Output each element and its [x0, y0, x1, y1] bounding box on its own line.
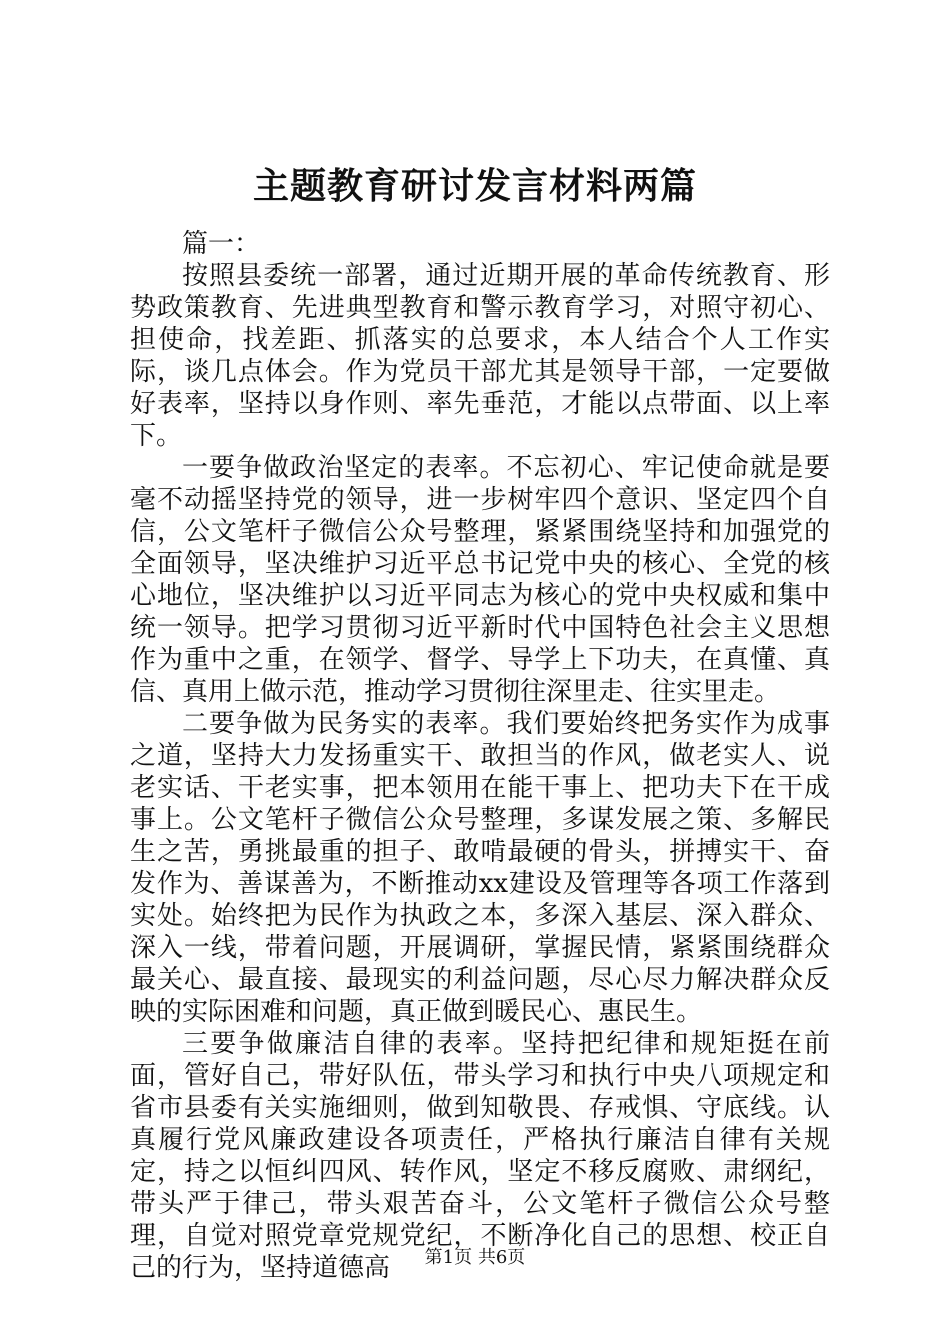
paragraph-intro: 按照县委统一部署，通过近期开展的革命传统教育、形势政策教育、先进典型教育和警示教育学习，对照守初心、担使命，找差距、抓落实的总要求，本人结合个人工作实际，谈几点体会。作为党员干部尤其是领导干部，一定要做好表率，坚持以身作则、率先垂范，才能以点带面、以上率下。 — [130, 261, 830, 451]
document-title: 主题教育研讨发言材料两篇 — [252, 165, 697, 207]
paragraph-political-firmness: 一要争做政治坚定的表率。不忘初心、牢记使命就是要毫不动摇坚持党的领导，进一步树牢四个意识、坚定四个自信，公文笔杆子微信公众号整理，紧紧围绕坚持和加强党的全面领导，坚决维护习近平总书记党中央的核心、全党的核心地位，坚决维护以习近平同志为核心的党中央权威和集中统一领导。把学习贯彻习近平新时代中国特色社会主义思想作为重中之重，在领学、督学、导学上下功夫，在真懂、真信、真用上做示范，推动学习贯彻往深里走、往实里走。 — [130, 453, 830, 707]
page-footer: 第1页 共6页 — [424, 1247, 526, 1268]
section-label: 篇一： — [182, 229, 261, 259]
paragraph-integrity: 三要争做廉洁自律的表率。坚持把纪律和规矩挺在前面，管好自己，带好队伍，带头学习和执行中央八项规定和省市县委有关实施细则，做到知敬畏、存戒惧、守底线。认真履行党风廉政建设各项责任，严格执行廉洁自律有关规定，持之以恒纠四风、转作风，坚定不移反腐败、肃纲纪，带头严于律己，带头艰苦奋斗，公文笔杆子微信公众号整理，自觉对照党章党规党纪，不断净化自己的思想、校正自己的行为，坚持道德高 — [130, 1029, 830, 1283]
document-body — [130, 228, 830, 1284]
paragraph-pragmatic-service: 二要争做为民务实的表率。我们要始终把务实作为成事之道，坚持大力发扬重实干、敢担当的作风，做老实人、说老实话、干老实事，把本领用在能干事上、把功夫下在干成事上。公文笔杆子微信公众号整理，多谋发展之策、多解民生之苦，勇挑最重的担子、敢啃最硬的骨头，拼搏实干、奋发作为、善谋善为，不断推动xx建设及管理等各项工作落到实处。始终把为民作为执政之本，多深入基层、深入群众、深入一线，带着问题，开展调研，掌握民情，紧紧围绕群众最关心、最直接、最现实的利益问题，尽心尽力解决群众反映的实际困难和问题，真正做到暖民心、惠民生。 — [130, 709, 830, 1027]
